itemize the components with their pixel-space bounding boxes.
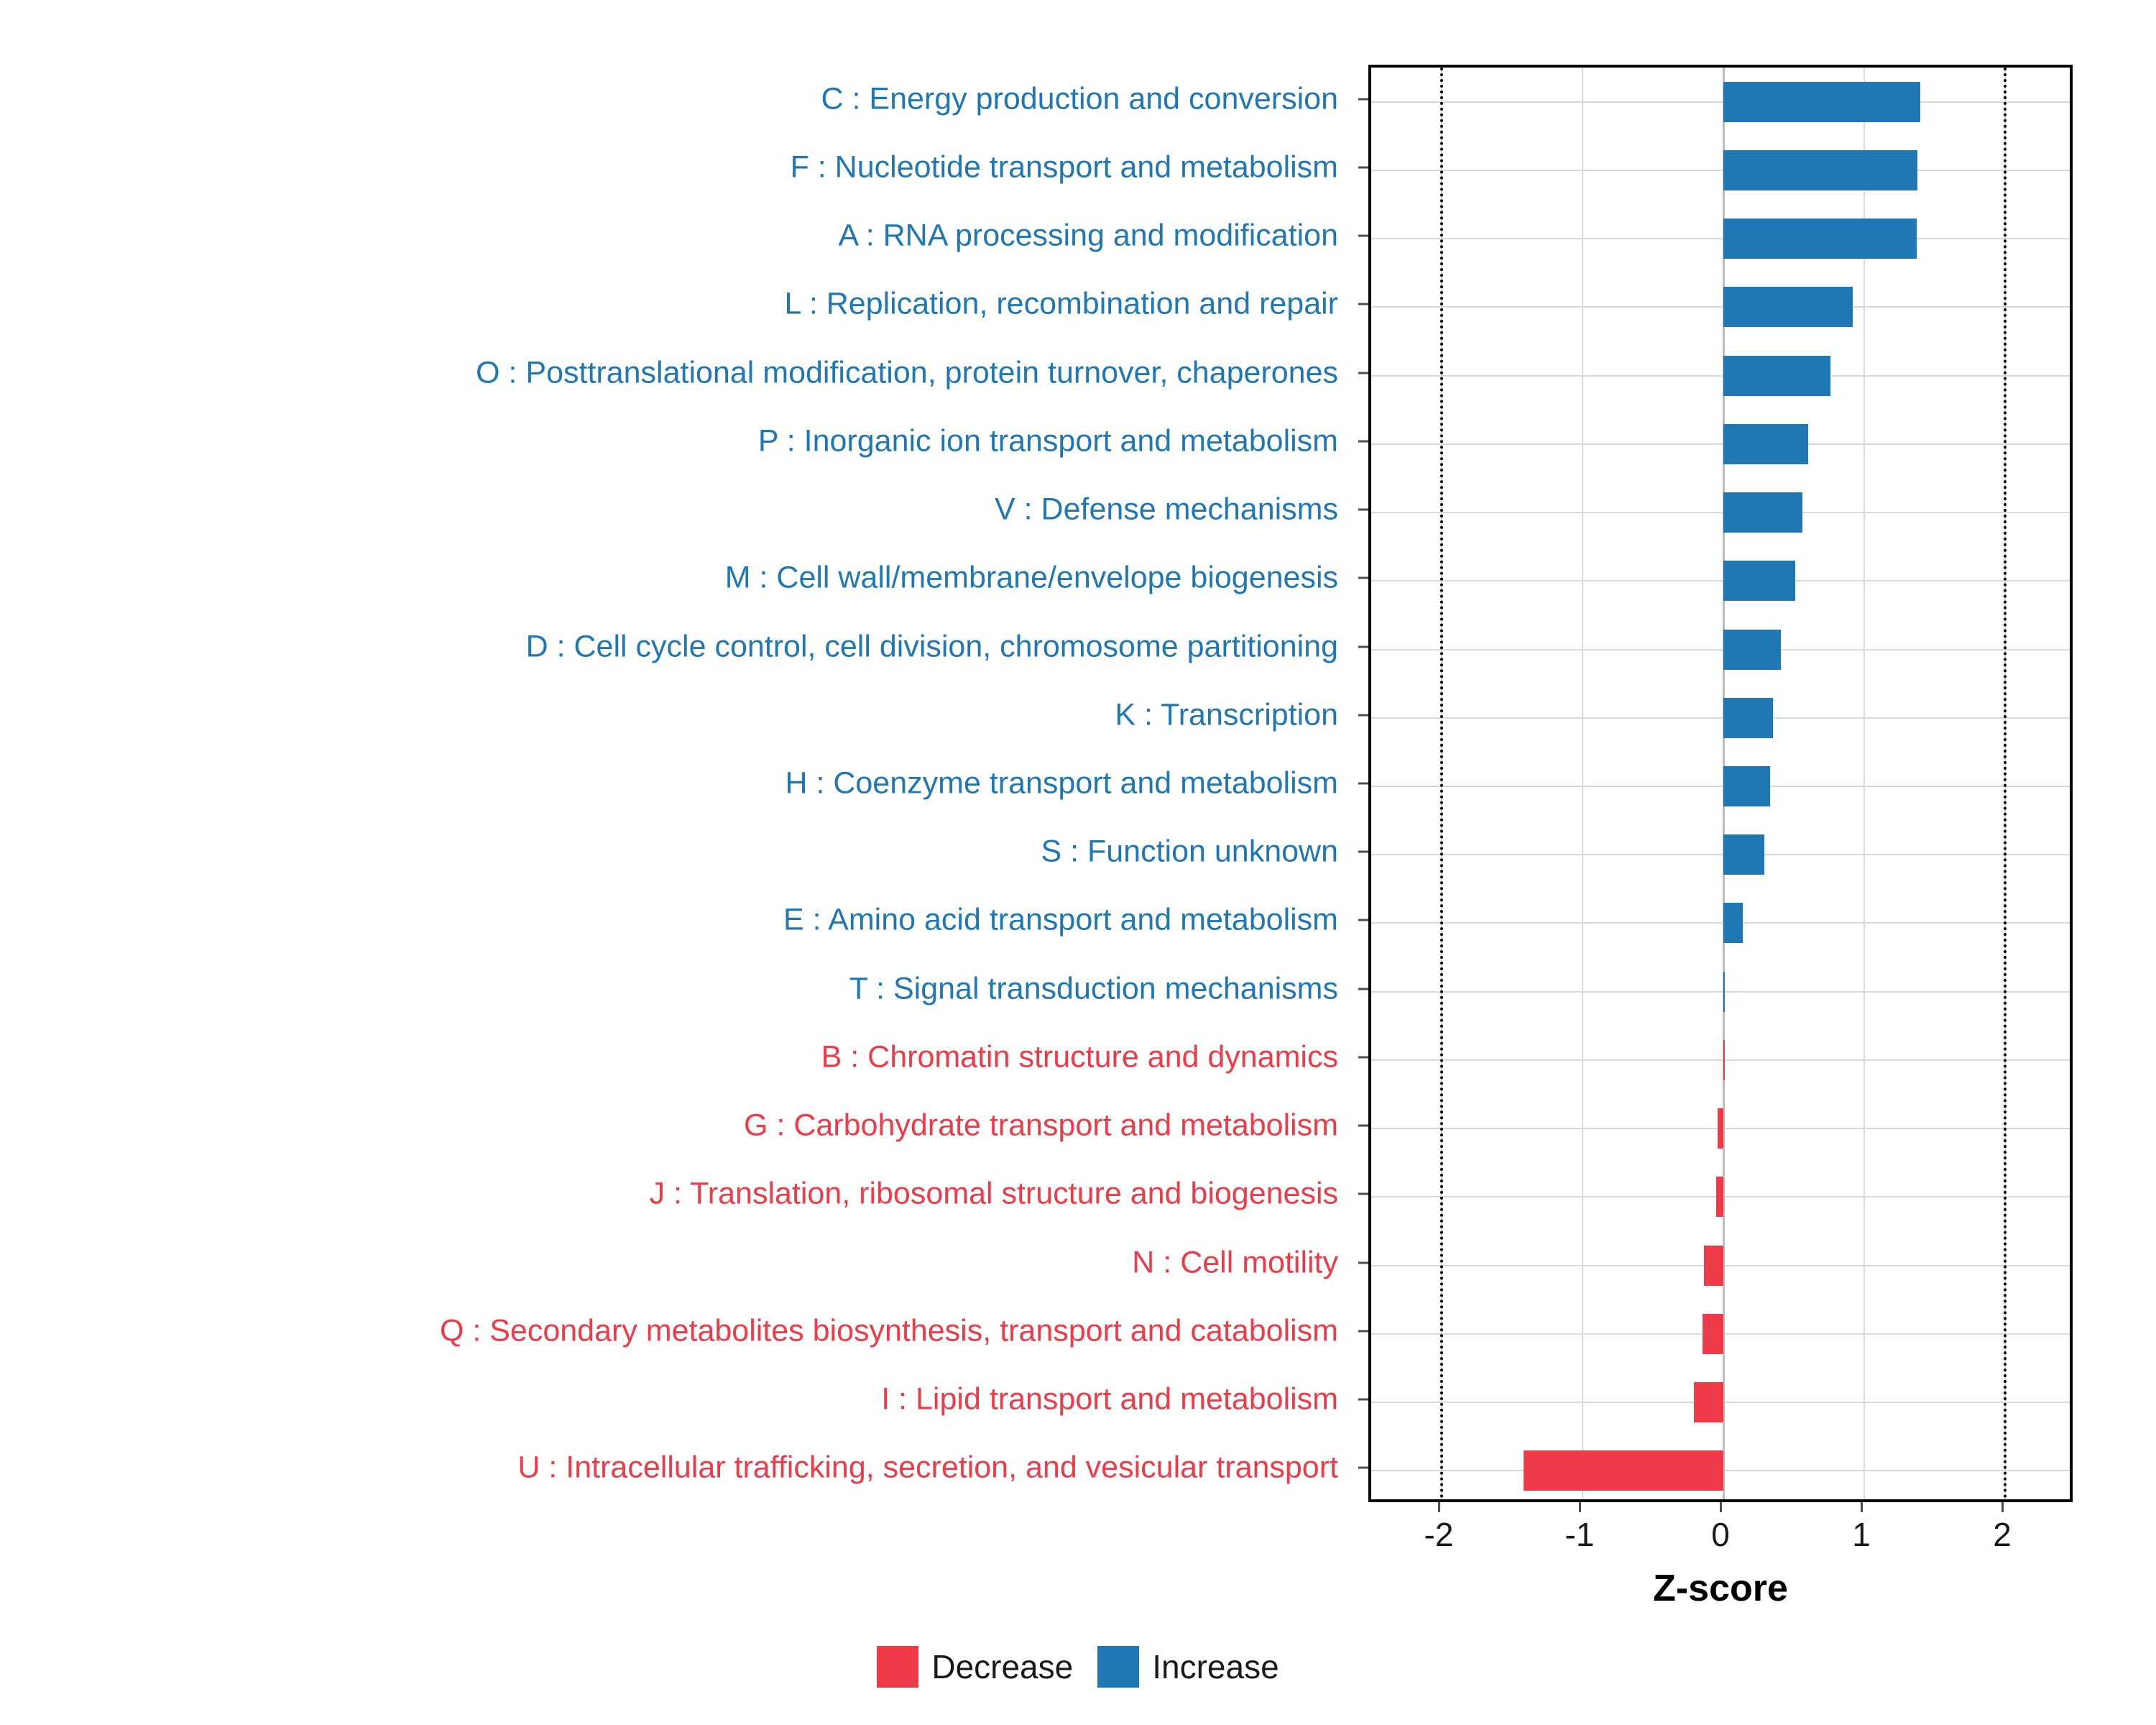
x-axis-tick-mark [2001, 1502, 2004, 1512]
grid-line-horizontal [1371, 170, 2070, 171]
category-label: K : Transcription [1115, 697, 1338, 732]
grid-line-horizontal [1371, 580, 2070, 581]
bar [1524, 1450, 1723, 1491]
category-label: C : Energy production and conversion [821, 81, 1338, 116]
y-axis-tick-mark [1358, 303, 1368, 305]
x-axis-tick-mark [1579, 1502, 1581, 1512]
bar [1723, 698, 1773, 738]
bar [1723, 356, 1830, 396]
category-label: B : Chromatin structure and dynamics [821, 1039, 1338, 1075]
x-axis-tick-label: 2 [1993, 1516, 2012, 1553]
legend-item [877, 1646, 1073, 1688]
category-label: L : Replication, recombination and repair [784, 286, 1338, 321]
grid-line-horizontal [1371, 922, 2070, 924]
y-axis-tick-mark [1358, 988, 1368, 990]
bar [1723, 766, 1770, 806]
grid-line-horizontal [1371, 786, 2070, 787]
bar [1716, 1177, 1723, 1217]
x-axis-title: Z-score [1653, 1568, 1788, 1609]
grid-line-vertical [1582, 68, 1583, 1499]
category-label: M : Cell wall/membrane/envelope biogenesis [724, 560, 1338, 595]
category-label: V : Defense mechanisms [995, 492, 1338, 527]
x-axis-tick-label: -1 [1565, 1516, 1595, 1553]
category-label: A : RNA processing and modification [838, 218, 1338, 253]
y-axis-tick-mark [1358, 1261, 1368, 1264]
bar [1694, 1382, 1723, 1422]
category-label: O : Posttranslational modification, protein turnover, chaperones [476, 355, 1338, 390]
y-axis-tick-mark [1358, 235, 1368, 237]
bar [1723, 903, 1743, 943]
x-axis-tick-label: 1 [1852, 1516, 1871, 1553]
category-label: U : Intracellular trafficking, secretion, and vesicular transport [517, 1450, 1338, 1485]
y-axis-tick-mark [1358, 783, 1368, 785]
y-axis-tick-mark [1358, 440, 1368, 442]
bar [1723, 218, 1917, 259]
bar [1723, 1040, 1725, 1080]
x-axis-tick-label: 0 [1711, 1516, 1730, 1553]
legend-item [1097, 1646, 1279, 1688]
category-label: D : Cell cycle control, cell division, chromosome partitioning [525, 629, 1338, 664]
grid-line-horizontal [1371, 717, 2070, 719]
category-label: H : Coenzyme transport and metabolism [785, 765, 1338, 801]
category-label: S : Function unknown [1041, 834, 1338, 869]
y-axis-tick-mark [1358, 919, 1368, 921]
category-label: G : Carbohydrate transport and metabolism [744, 1108, 1338, 1143]
plot-panel [1368, 65, 2073, 1502]
y-axis-tick-mark [1358, 851, 1368, 853]
category-label: F : Nucleotide transport and metabolism [790, 150, 1338, 185]
bar [1704, 1246, 1723, 1286]
x-axis-tick-mark [1861, 1502, 1863, 1512]
bar [1723, 424, 1808, 464]
y-axis-tick-mark [1358, 645, 1368, 648]
bar [1723, 561, 1795, 601]
threshold-line [2004, 68, 2007, 1499]
category-label: E : Amino acid transport and metabolism [783, 902, 1338, 937]
bar [1723, 972, 1725, 1012]
grid-line-horizontal [1371, 375, 2070, 377]
bar [1723, 834, 1764, 875]
x-axis-tick-mark [1438, 1502, 1440, 1512]
y-axis-tick-mark [1358, 1125, 1368, 1127]
grid-line-horizontal [1371, 512, 2070, 513]
legend-swatch [1097, 1646, 1139, 1688]
category-label: N : Cell motility [1132, 1245, 1338, 1280]
y-axis-tick-mark [1358, 1056, 1368, 1058]
grid-line-horizontal [1371, 854, 2070, 855]
category-axis-labels [0, 65, 1358, 1502]
bar [1723, 492, 1802, 533]
y-axis-tick-mark [1358, 509, 1368, 511]
x-axis-tick-mark [1720, 1502, 1722, 1512]
grid-line-vertical [1864, 68, 1865, 1499]
y-axis-tick-mark [1358, 1467, 1368, 1469]
bar [1723, 630, 1781, 670]
y-axis-tick-mark [1358, 1193, 1368, 1195]
grid-line-horizontal [1371, 443, 2070, 445]
y-axis-tick-mark [1358, 166, 1368, 168]
y-axis-tick-mark [1358, 577, 1368, 579]
grid-line-horizontal [1371, 1059, 2070, 1061]
grid-line-horizontal [1371, 306, 2070, 308]
y-axis-tick-mark [1358, 98, 1368, 100]
threshold-line [1440, 68, 1443, 1499]
y-axis-tick-mark [1358, 372, 1368, 374]
category-label: Q : Secondary metabolites biosynthesis, transport and catabolism [439, 1313, 1338, 1348]
legend-label: Increase [1152, 1648, 1279, 1685]
x-axis-tick-label: -2 [1424, 1516, 1454, 1553]
grid-line-horizontal [1371, 991, 2070, 993]
category-label: J : Translation, ribosomal structure and biogenesis [649, 1176, 1338, 1211]
category-label: I : Lipid transport and metabolism [881, 1381, 1338, 1417]
grid-line-horizontal [1371, 238, 2070, 239]
legend-swatch [877, 1646, 918, 1688]
bar [1723, 150, 1917, 190]
y-axis-tick-mark [1358, 1399, 1368, 1401]
bar [1718, 1108, 1723, 1149]
grid-line-horizontal [1371, 649, 2070, 650]
legend-label: Decrease [931, 1648, 1074, 1685]
bar [1723, 287, 1853, 327]
y-axis-tick-mark [1358, 714, 1368, 716]
category-label: T : Signal transduction mechanisms [849, 971, 1338, 1006]
chart-legend [0, 1646, 2156, 1688]
y-axis-tick-mark [1358, 1330, 1368, 1332]
grid-line-horizontal [1371, 101, 2070, 103]
bar [1703, 1314, 1723, 1354]
bar [1723, 82, 1920, 122]
category-label: P : Inorganic ion transport and metabolism [757, 423, 1338, 459]
